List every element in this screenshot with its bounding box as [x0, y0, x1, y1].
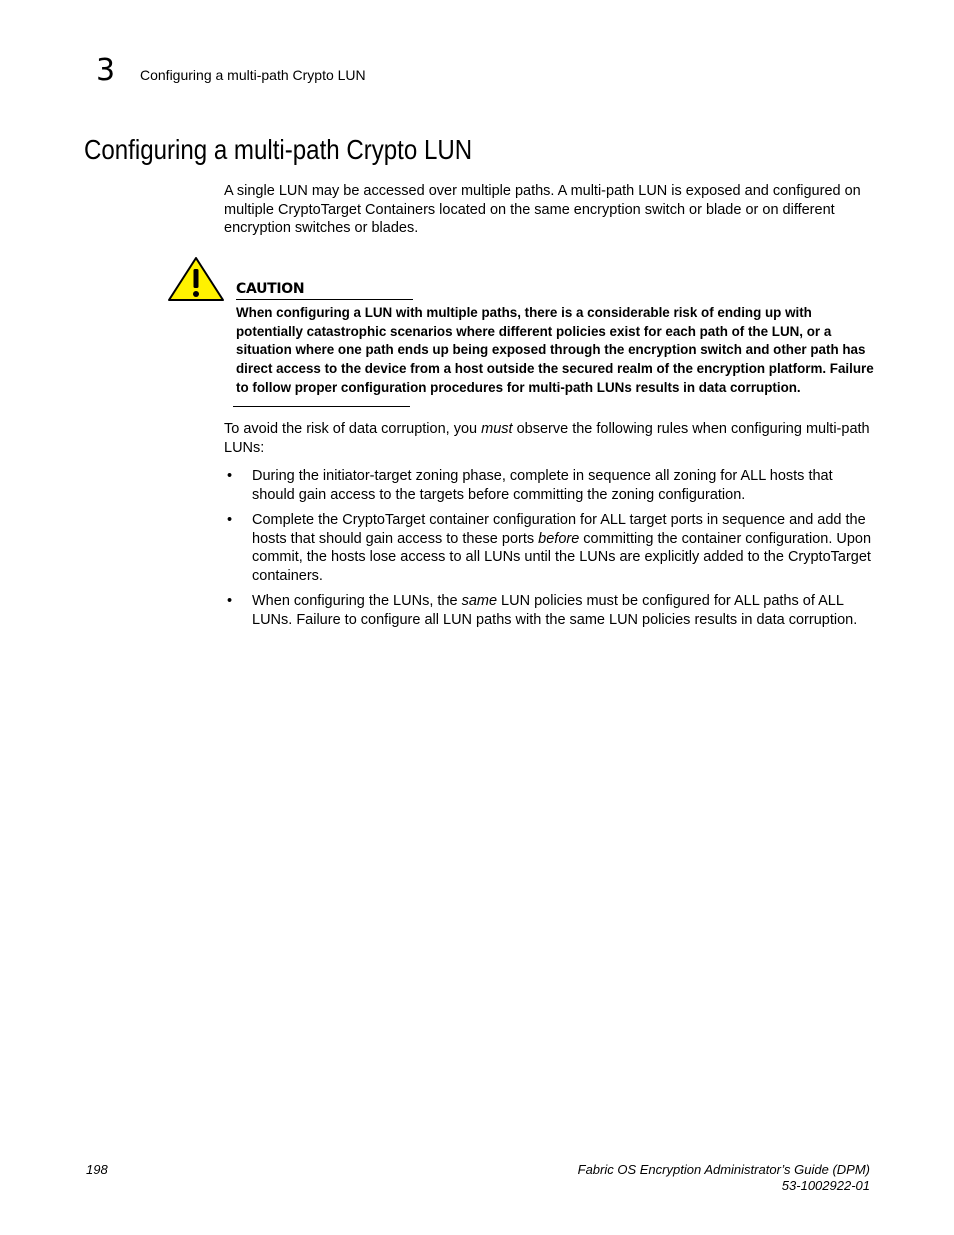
caution-text: When configuring a LUN with multiple paths, there is a considerable risk of ending up with potentially catastrophic scenarios where different policies exist for each path of the LUN, or a situation where one path ends up being exposed through the encryption switch and other path has direct access to the device from a host outside the secured realm of the encryption platform. Failure to follow proper configuration procedures for multi-path LUNs results in data corruption.	[236, 305, 874, 395]
caution-label: CAUTION	[236, 281, 305, 297]
warning-triangle-icon	[167, 256, 225, 302]
list-item-emphasis: same	[461, 593, 498, 610]
bullet-icon: •	[227, 511, 233, 528]
footer-page-number: 198	[86, 1162, 108, 1177]
rules-intro-emphasis: must	[481, 421, 513, 437]
rules-list	[224, 467, 874, 636]
rules-intro-paragraph	[224, 420, 874, 457]
footer-doc-number: 53-1002922-01	[781, 1178, 870, 1193]
list-item-emphasis: before	[538, 530, 580, 547]
list-item-text-end: committing the container configuration. Upon commit, the hosts lose access to all LUNs until the LUNs are explicitly added to the CryptoTarget containers.	[252, 530, 872, 585]
page-title: Configuring a multi-path Crypto LUN	[84, 134, 473, 165]
rules-intro-text: To avoid the risk of data corruption, you	[224, 421, 482, 437]
list-item	[224, 511, 874, 586]
footer-doc-info	[578, 1162, 870, 1194]
list-item-text-end: LUN policies must be configured for ALL paths of ALL LUNs. Failure to configure all LUN paths with the same LUN policies results in data corruption.	[252, 593, 858, 628]
rules-intro-text-end: observe the following rules when configuring multi-path LUNs:	[224, 421, 870, 456]
list-item-text: Complete the CryptoTarget container configuration for ALL target ports in sequence and add the hosts that should gain access to these ports	[252, 511, 866, 547]
footer-book-title: Fabric OS Encryption Administrator’s Guide (DPM)	[577, 1162, 870, 1177]
caution-rule-bottom	[233, 406, 410, 407]
list-item	[224, 592, 874, 629]
running-header-title: Configuring a multi-path Crypto LUN	[140, 67, 366, 83]
intro-paragraph: A single LUN may be accessed over multiple paths. A multi-path LUN is exposed and configured on multiple CryptoTarget Containers located on the same encryption switch or blade or on different encryption switches or blades.	[224, 183, 861, 237]
bullet-icon: •	[227, 468, 233, 484]
list-item-text: During the initiator-target zoning phase, complete in sequence all zoning for ALL hosts that should gain access to the targets before committing the zoning configuration.	[252, 468, 833, 503]
list-item	[224, 467, 874, 504]
caution-rule-top	[236, 299, 413, 300]
chapter-number: 3	[96, 53, 116, 88]
bullet-icon: •	[227, 593, 233, 610]
list-item-text: When configuring the LUNs, the	[252, 593, 462, 610]
